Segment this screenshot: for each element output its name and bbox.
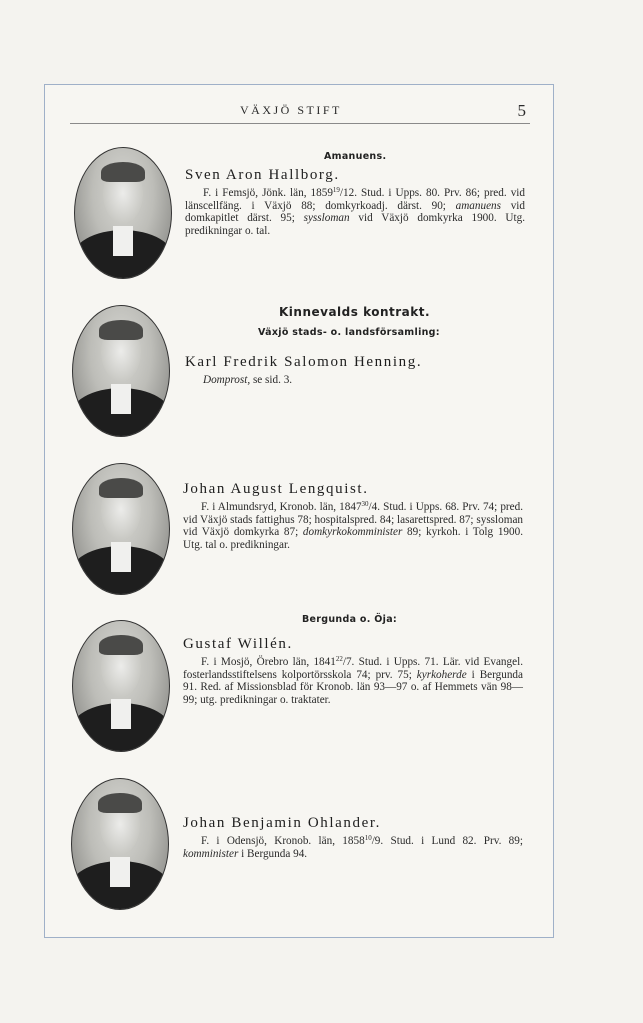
portrait-lengquist: [72, 463, 170, 595]
section-heading-amanuens: Amanuens.: [324, 151, 387, 162]
entry-body-willen: F. i Mosjö, Örebro län, 1841$^{22}$/7. Stud. i Upps. 71. Lär. vid Evangel. fosterlandsstiftelsens kolportörsskola 74; prv. 75; kyrkoherde i Bergunda 91. Red. af Missionsblad för Kronob. län 93—97 o. af Hemmets vän 98—99; utg. predikningar o. traktater.: [183, 655, 523, 707]
entry-body-lengquist: F. i Almundsryd, Kronob. län, 1847$^{30}$/4. Stud. i Upps. 68. Prv. 74; pred. vid Växjö stads fattighus 78; hospitalspred. 84; lasarettspred. 87; syssloman vid Växjö domkyrka 87; domkyrkokomminister 89; kyrkoh. i Tolg 1900. Utg. tal o. predikningar.: [183, 500, 524, 552]
running-head: [70, 103, 530, 124]
entry-name-willen: Gustaf Willén.: [183, 636, 293, 652]
section-subheading-vaxjo: Växjö stads- o. landsförsamling:: [258, 327, 440, 338]
entry-name-lengquist: Johan August Lengquist.: [183, 481, 369, 497]
entry-name-henning: Karl Fredrik Salomon Henning.: [185, 354, 423, 370]
portrait-hallborg: [74, 147, 172, 279]
entry-name-ohlander: Johan Benjamin Ohlander.: [183, 815, 381, 831]
entry-body-ohlander: F. i Odensjö, Kronob. län, 1858$^{10}$/9. Stud. i Lund 82. Prv. 89; komminister i Bergunda 94.: [183, 834, 523, 860]
portrait-ohlander: [71, 778, 169, 910]
portrait-henning: [72, 305, 170, 437]
section-heading-kinnevalds: Kinnevalds kontrakt.: [279, 305, 431, 319]
section-subheading-bergunda: Bergunda o. Öja:: [302, 614, 397, 625]
running-title: VÄXJÖ STIFT: [240, 103, 342, 117]
entry-body-hallborg: F. i Femsjö, Jönk. län, 1859$^{19}$/12. Stud. i Upps. 80. Prv. 86; pred. vid länscellfäng. i Växjö 88; domkyrkoadj. därst. 90; amanuens vid domkapitlet därst. 95; syssloman vid Växjö domkyrka 1900. Utg. predikningar o. tal.: [185, 186, 526, 238]
page-number: 5: [517, 101, 526, 120]
portrait-willen: [72, 620, 170, 752]
entry-name-hallborg: Sven Aron Hallborg.: [185, 167, 340, 183]
entry-body-henning: Domprost, se sid. 3.: [203, 374, 293, 386]
